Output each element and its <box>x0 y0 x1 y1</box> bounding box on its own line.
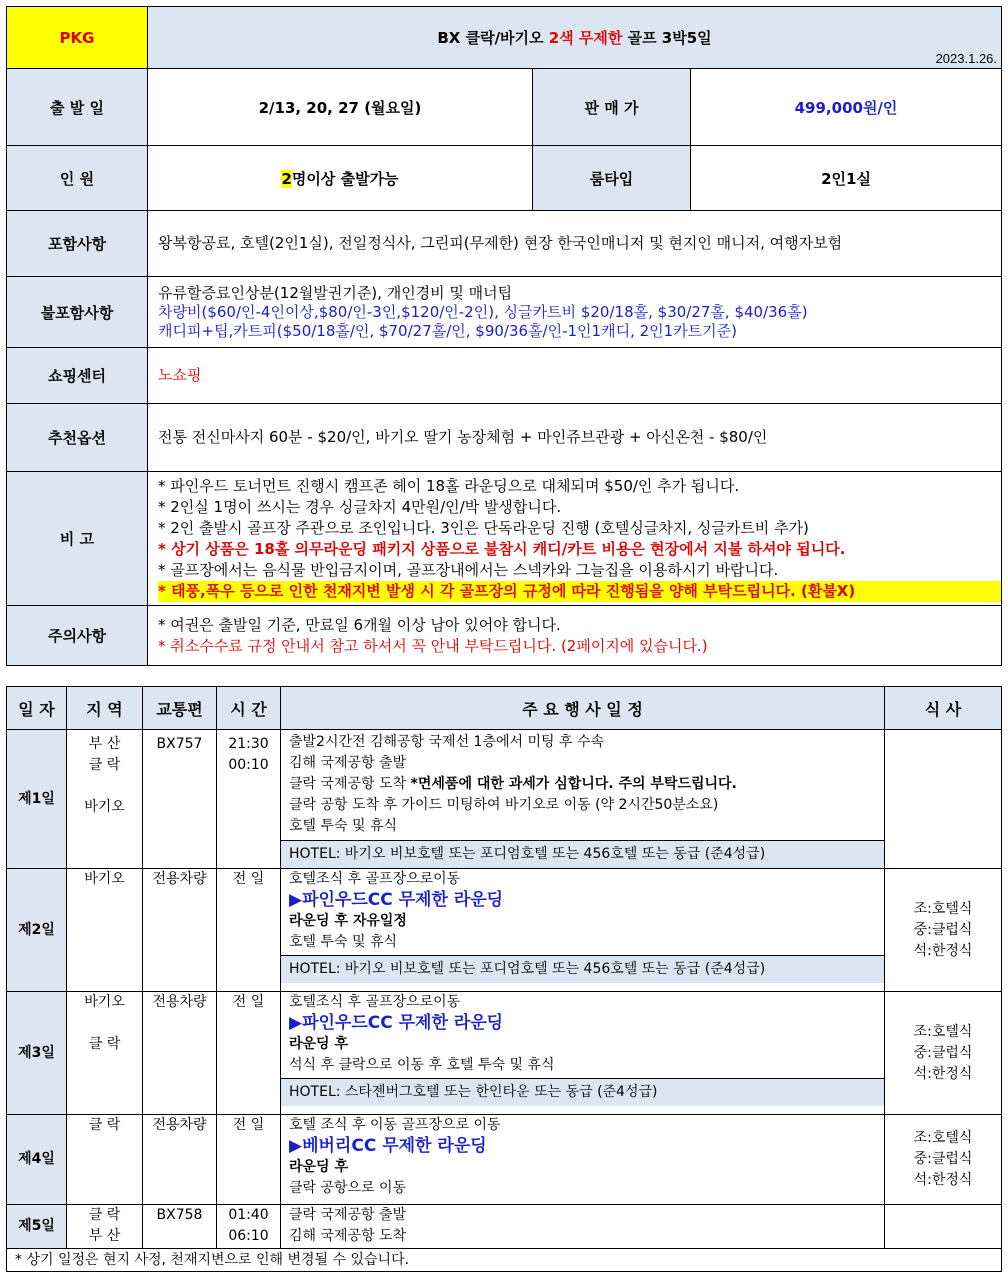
col-schedule: 주 요 행 사 일 정 <box>281 687 885 730</box>
day-schedule: 호텔조식 후 골프장으로이동 ▶파인우드CC 무제한 라운딩 라운딩 후 석식 후 클락으로 이동 후 호텔 투숙 및 휴식 HOTEL: 스타젠버그호텔 또는 한인타운 또는 동급 (준4성급) <box>281 992 885 1115</box>
day-row <box>7 992 1002 1115</box>
day-time: 01:40 06:10 <box>217 1205 281 1249</box>
day-transport: 전용차량 <box>143 1115 217 1205</box>
options-label: 추천옵션 <box>7 404 148 472</box>
included-label: 포함사항 <box>7 211 148 277</box>
day-time: 전 일 <box>217 992 281 1115</box>
day-row <box>7 869 1002 992</box>
day-region: 클 락 부 산 <box>67 1205 143 1249</box>
day-transport: 전용차량 <box>143 869 217 992</box>
day-transport: 전용차량 <box>143 992 217 1115</box>
excluded-text: 유류할증료인상분(12월발권기준), 개인경비 및 매너팁 차량비($60/인-4인이상,$80/인-3인,$120/인-2인), 싱글카트비 $20/18홀, $30/27홀, $40/36홀) 캐디피+팁,카트피($50/18홀/인, $70/27홀/인, $90/36홀/인-1인1캐디, 2인1카트기준) <box>148 277 1002 348</box>
day-meals <box>885 1205 1002 1249</box>
hotel-info: HOTEL: 바기오 비보호텔 또는 포디엄호텔 또는 456호텔 또는 동급 (준4성급) <box>281 840 884 868</box>
remarks-label: 비 고 <box>7 472 148 606</box>
day-transport: BX757 <box>143 730 217 869</box>
itinerary-table <box>6 686 1002 1272</box>
room-label: 룸타입 <box>533 146 691 211</box>
shopping-label: 쇼핑센터 <box>7 348 148 404</box>
options-text: 전통 전신마사지 60분 - $20/인, 바기오 딸기 농장체험 + 마인쥬브관광 + 아신온천 - $80/인 <box>148 404 1002 472</box>
col-region: 지 역 <box>67 687 143 730</box>
shopping-value: 노쇼핑 <box>148 348 1002 404</box>
day-time: 전 일 <box>217 1115 281 1205</box>
day-region: 바기오 <box>67 869 143 992</box>
itinerary-footnote: * 상기 일정은 현지 사정, 천재지변으로 인해 변경될 수 있습니다. <box>7 1249 1002 1272</box>
pkg-badge: PKG <box>7 7 148 69</box>
day-schedule: 호텔 조식 후 이동 골프장으로 이동 ▶베버리CC 무제한 라운딩 라운딩 후 클락 공항으로 이동 <box>281 1115 885 1205</box>
price-value: 499,000원/인 <box>691 69 1002 146</box>
golf-round: ▶베버리CC 무제한 라운딩 <box>289 1136 487 1156</box>
caution-text: * 여권은 출발일 기준, 만료일 6개월 이상 남아 있어야 합니다. * 취소수수료 규정 안내서 참고 하셔서 꼭 안내 부탁드립니다. (2페이지에 있습니다.) <box>148 606 1002 666</box>
col-time: 시 간 <box>217 687 281 730</box>
package-info-table <box>6 6 1002 666</box>
day-row <box>7 730 1002 869</box>
day-time: 전 일 <box>217 869 281 992</box>
departure-label: 출 발 일 <box>7 69 148 146</box>
col-transport: 교통편 <box>143 687 217 730</box>
remarks-text: * 파인우드 토너먼트 진행시 캠프존 헤이 18홀 라운딩으로 대체되며 $50/인 추가 됩니다. * 2인실 1명이 쓰시는 경우 싱글차지 4만원/인/박 발생합니다. * 2인 출발시 골프장 주관으로 조인입니다. 3인은 단독라운딩 진행 (호텔싱글차지, 싱글카트비 추가) * 상기 상품은 18홀 의무라운딩 패키지 상품으로 불참시 캐디/카트 비용은 현장에서 지불 하셔야 됩니다. * 골프장에서는 음식물 반입금지이며, 골프장내에서는 스넥카와 그늘집을 이용하시기 바랍니다. * 태풍,폭우 등으로 인한 천재지변 발생 시 각 골프장의 규정에 따라 진행됨을 양해 부탁드립니다. (환불X) <box>148 472 1002 606</box>
people-value: 2명이상 출발가능 <box>148 146 533 211</box>
hotel-info: HOTEL: 바기오 비보호텔 또는 포디엄호텔 또는 456호텔 또는 동급 (준4성급) <box>281 955 884 983</box>
people-label: 인 원 <box>7 146 148 211</box>
day-label: 제2일 <box>7 869 67 992</box>
day-label: 제4일 <box>7 1115 67 1205</box>
package-title: BX 클락/바기오 2색 무제한 골프 3박5일 2023.1.26. <box>148 7 1002 69</box>
day-row <box>7 1115 1002 1205</box>
golf-round: ▶파인우드CC 무제한 라운딩 <box>289 1013 504 1033</box>
title-highlight: 2색 무제한 <box>548 29 623 47</box>
day-row <box>7 1205 1002 1249</box>
price-label: 판 매 가 <box>533 69 691 146</box>
issue-date: 2023.1.26. <box>935 51 998 66</box>
day-meals: 조:호텔식 중:클럽식 석:한정식 <box>885 869 1002 992</box>
col-meal: 식 사 <box>885 687 1002 730</box>
day-meals: 조:호텔식 중:클럽식 석:한정식 <box>885 992 1002 1115</box>
day-label: 제5일 <box>7 1205 67 1249</box>
room-value: 2인1실 <box>691 146 1002 211</box>
day-label: 제1일 <box>7 730 67 869</box>
day-schedule: 출발2시간전 김해공항 국제선 1층에서 미팅 후 수속 김해 국제공항 출발 클락 국제공항 도착 *면세품에 대한 과세가 심합니다. 주의 부탁드립니다. 클락 공항 도착 후 가이드 미팅하여 바기오로 이동 (약 2시간50분소요) 호텔 투숙 및 휴식 HOTEL: 바기오 비보호텔 또는 포디엄호텔 또는 456호텔 또는 동급 (준4성급) <box>281 730 885 869</box>
day-meals <box>885 730 1002 869</box>
hotel-info: HOTEL: 스타젠버그호텔 또는 한인타운 또는 동급 (준4성급) <box>281 1078 884 1106</box>
departure-dates: 2/13, 20, 27 (월요일) <box>148 69 533 146</box>
day-region: 바기오 클 락 <box>67 992 143 1115</box>
day-time: 21:30 00:10 <box>217 730 281 869</box>
day-schedule: 호텔조식 후 골프장으로이동 ▶파인우드CC 무제한 라운딩 라운딩 후 자유일정 호텔 투숙 및 휴식 HOTEL: 바기오 비보호텔 또는 포디엄호텔 또는 456호텔 또는 동급 (준4성급) <box>281 869 885 992</box>
included-text: 왕복항공료, 호텔(2인1실), 전일정식사, 그린피(무제한) 현장 한국인매니저 및 현지인 매니저, 여행자보험 <box>148 211 1002 277</box>
day-transport: BX758 <box>143 1205 217 1249</box>
day-region: 부 산 클 락 바기오 <box>67 730 143 869</box>
day-region: 클 락 <box>67 1115 143 1205</box>
caution-label: 주의사항 <box>7 606 148 666</box>
tax-warning: *면세품에 대한 과세가 심합니다. 주의 부탁드립니다. <box>410 776 737 792</box>
golf-round: ▶파인우드CC 무제한 라운딩 <box>289 890 504 910</box>
day-label: 제3일 <box>7 992 67 1115</box>
col-day: 일 자 <box>7 687 67 730</box>
day-schedule: 클락 국제공항 출발 김해 국제공항 도착 <box>281 1205 885 1249</box>
day-meals: 조:호텔식 중:클럽식 석:한정식 <box>885 1115 1002 1205</box>
excluded-label: 불포함사항 <box>7 277 148 348</box>
